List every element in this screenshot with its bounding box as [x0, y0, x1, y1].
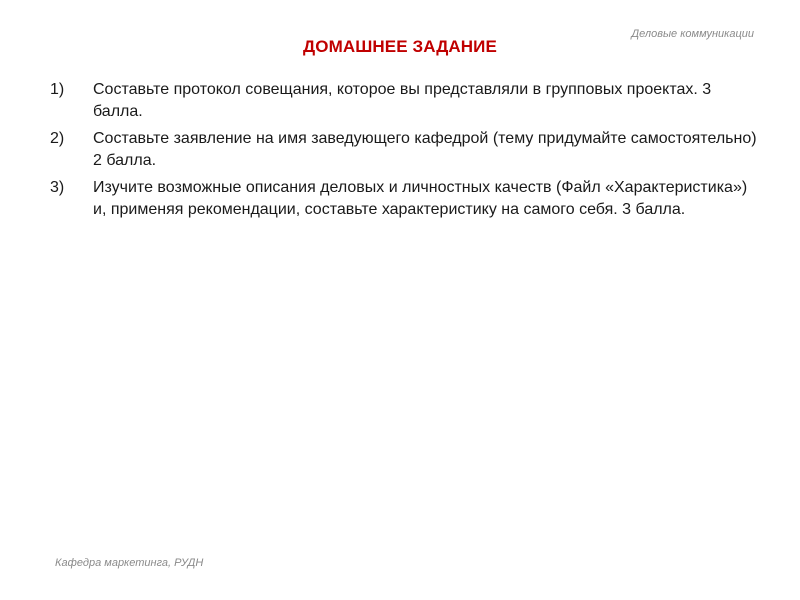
- task-number: 2): [50, 130, 65, 147]
- slide-title: ДОМАШНЕЕ ЗАДАНИЕ: [303, 37, 497, 56]
- task-item: [50, 177, 760, 221]
- task-text: Изучите возможные описания деловых и личностных качеств (Файл «Характеристика») и, применяя рекомендации, составьте характеристику на самого себя. 3 балла.: [93, 179, 748, 218]
- task-text: Составьте протокол совещания, которое вы представляли в групповых проектах. 3 балла.: [93, 81, 712, 120]
- task-number: 1): [50, 81, 65, 98]
- task-item: [50, 79, 760, 123]
- course-label: Деловые коммуникации: [631, 28, 754, 40]
- task-text: Составьте заявление на имя заведующего кафедрой (тему придумайте самостоятельно) 2 балла.: [93, 130, 757, 169]
- department-label: Кафедра маркетинга, РУДН: [55, 557, 204, 569]
- task-number: 3): [50, 179, 65, 196]
- task-list: [50, 79, 760, 226]
- task-item: [50, 128, 760, 172]
